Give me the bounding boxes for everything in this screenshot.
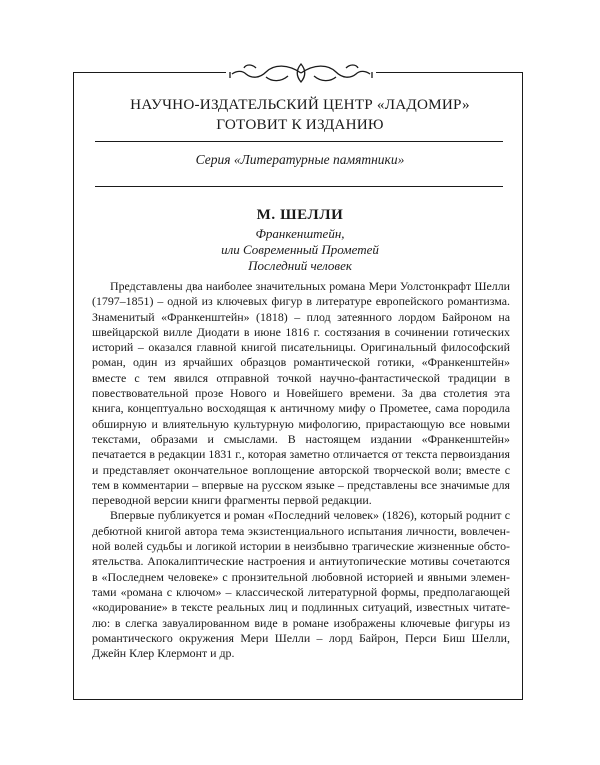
divider-bottom <box>95 186 503 187</box>
book-title-line-1: Франкенштейн, <box>255 226 345 241</box>
series-title: Серия «Литературные памятники» <box>195 152 405 167</box>
description-paragraph-2: Впервые публикуется и роман «Последний человек» (1826), который роднит с дебютной книгой автора тема экзистенциального испытания личности, вовлеченной волей судьбы и логикой истории в неизбывно трагические жизненные обстоятельства. Апокалиптические настроения и антиутопические мотивы сочетаются в «Последнем человеке» с пронзительной любовной историей и явными элементами «романа с ключом» – классической литературной формы, предполагающей «кодирование» в тексте реальных лиц и подлинных ситуаций, известных читателю: в слегка завуалированном виде в романе изображены ключевые фигуры из романтического окружения Мери Шелли – лорд Байрон, Перси Биш Шелли, Джейн Клер Клермонт и др. <box>92 508 510 661</box>
ornament-icon <box>226 62 376 86</box>
description-paragraph-1: Представлены два наиболее значительных романа Мери Уолстонкрафт Шелли (1797–1851) – одной из ключевых фигур в литературе европейского романтизма. Знаменитый «Франкенштейн» (1818) – плод затеянного лордом Байроном на швейцарской вилле Диодати в июне 1816 г. состязания в сочинении готических историй – оказался главной книгой писательницы. Оригинальный философский роман, один из ярчайших образцов романтической готики, «Франкенштейн» вместе с тем явился отправной точкой научно-фантастической традиции в повествовательной прозе Нового и Новейшего времени. За два столетия эта книга, концептуально восходящая к античному мифу о Прометее, сама породила обширную и влиятельную культурную мифологию, прирастающую все новыми текстами, образами и смыслами. В настоящем издании «Франкенштейн» печатается в редакции 1831 г., которая заметно отличается от текста первоиздания и представляет окончательное воплощение авторской творческой воли; вместе с тем в комментарии – впервые на русском языке – представлены все значимые для переводной версии книги фрагменты первой редакции. <box>92 279 510 508</box>
publisher-name: НАУЧНО-ИЗДАТЕЛЬСКИЙ ЦЕНТР «ЛАДОМИР» <box>130 96 470 113</box>
description-text <box>92 279 510 661</box>
book-title-line-2: или Современный Прометей <box>221 242 379 257</box>
divider-top <box>95 141 503 142</box>
publisher-subtitle: ГОТОВИТ К ИЗДАНИЮ <box>216 116 384 133</box>
book-title-line-3: Последний человек <box>248 258 352 273</box>
book-author: М. ШЕЛЛИ <box>256 207 344 223</box>
